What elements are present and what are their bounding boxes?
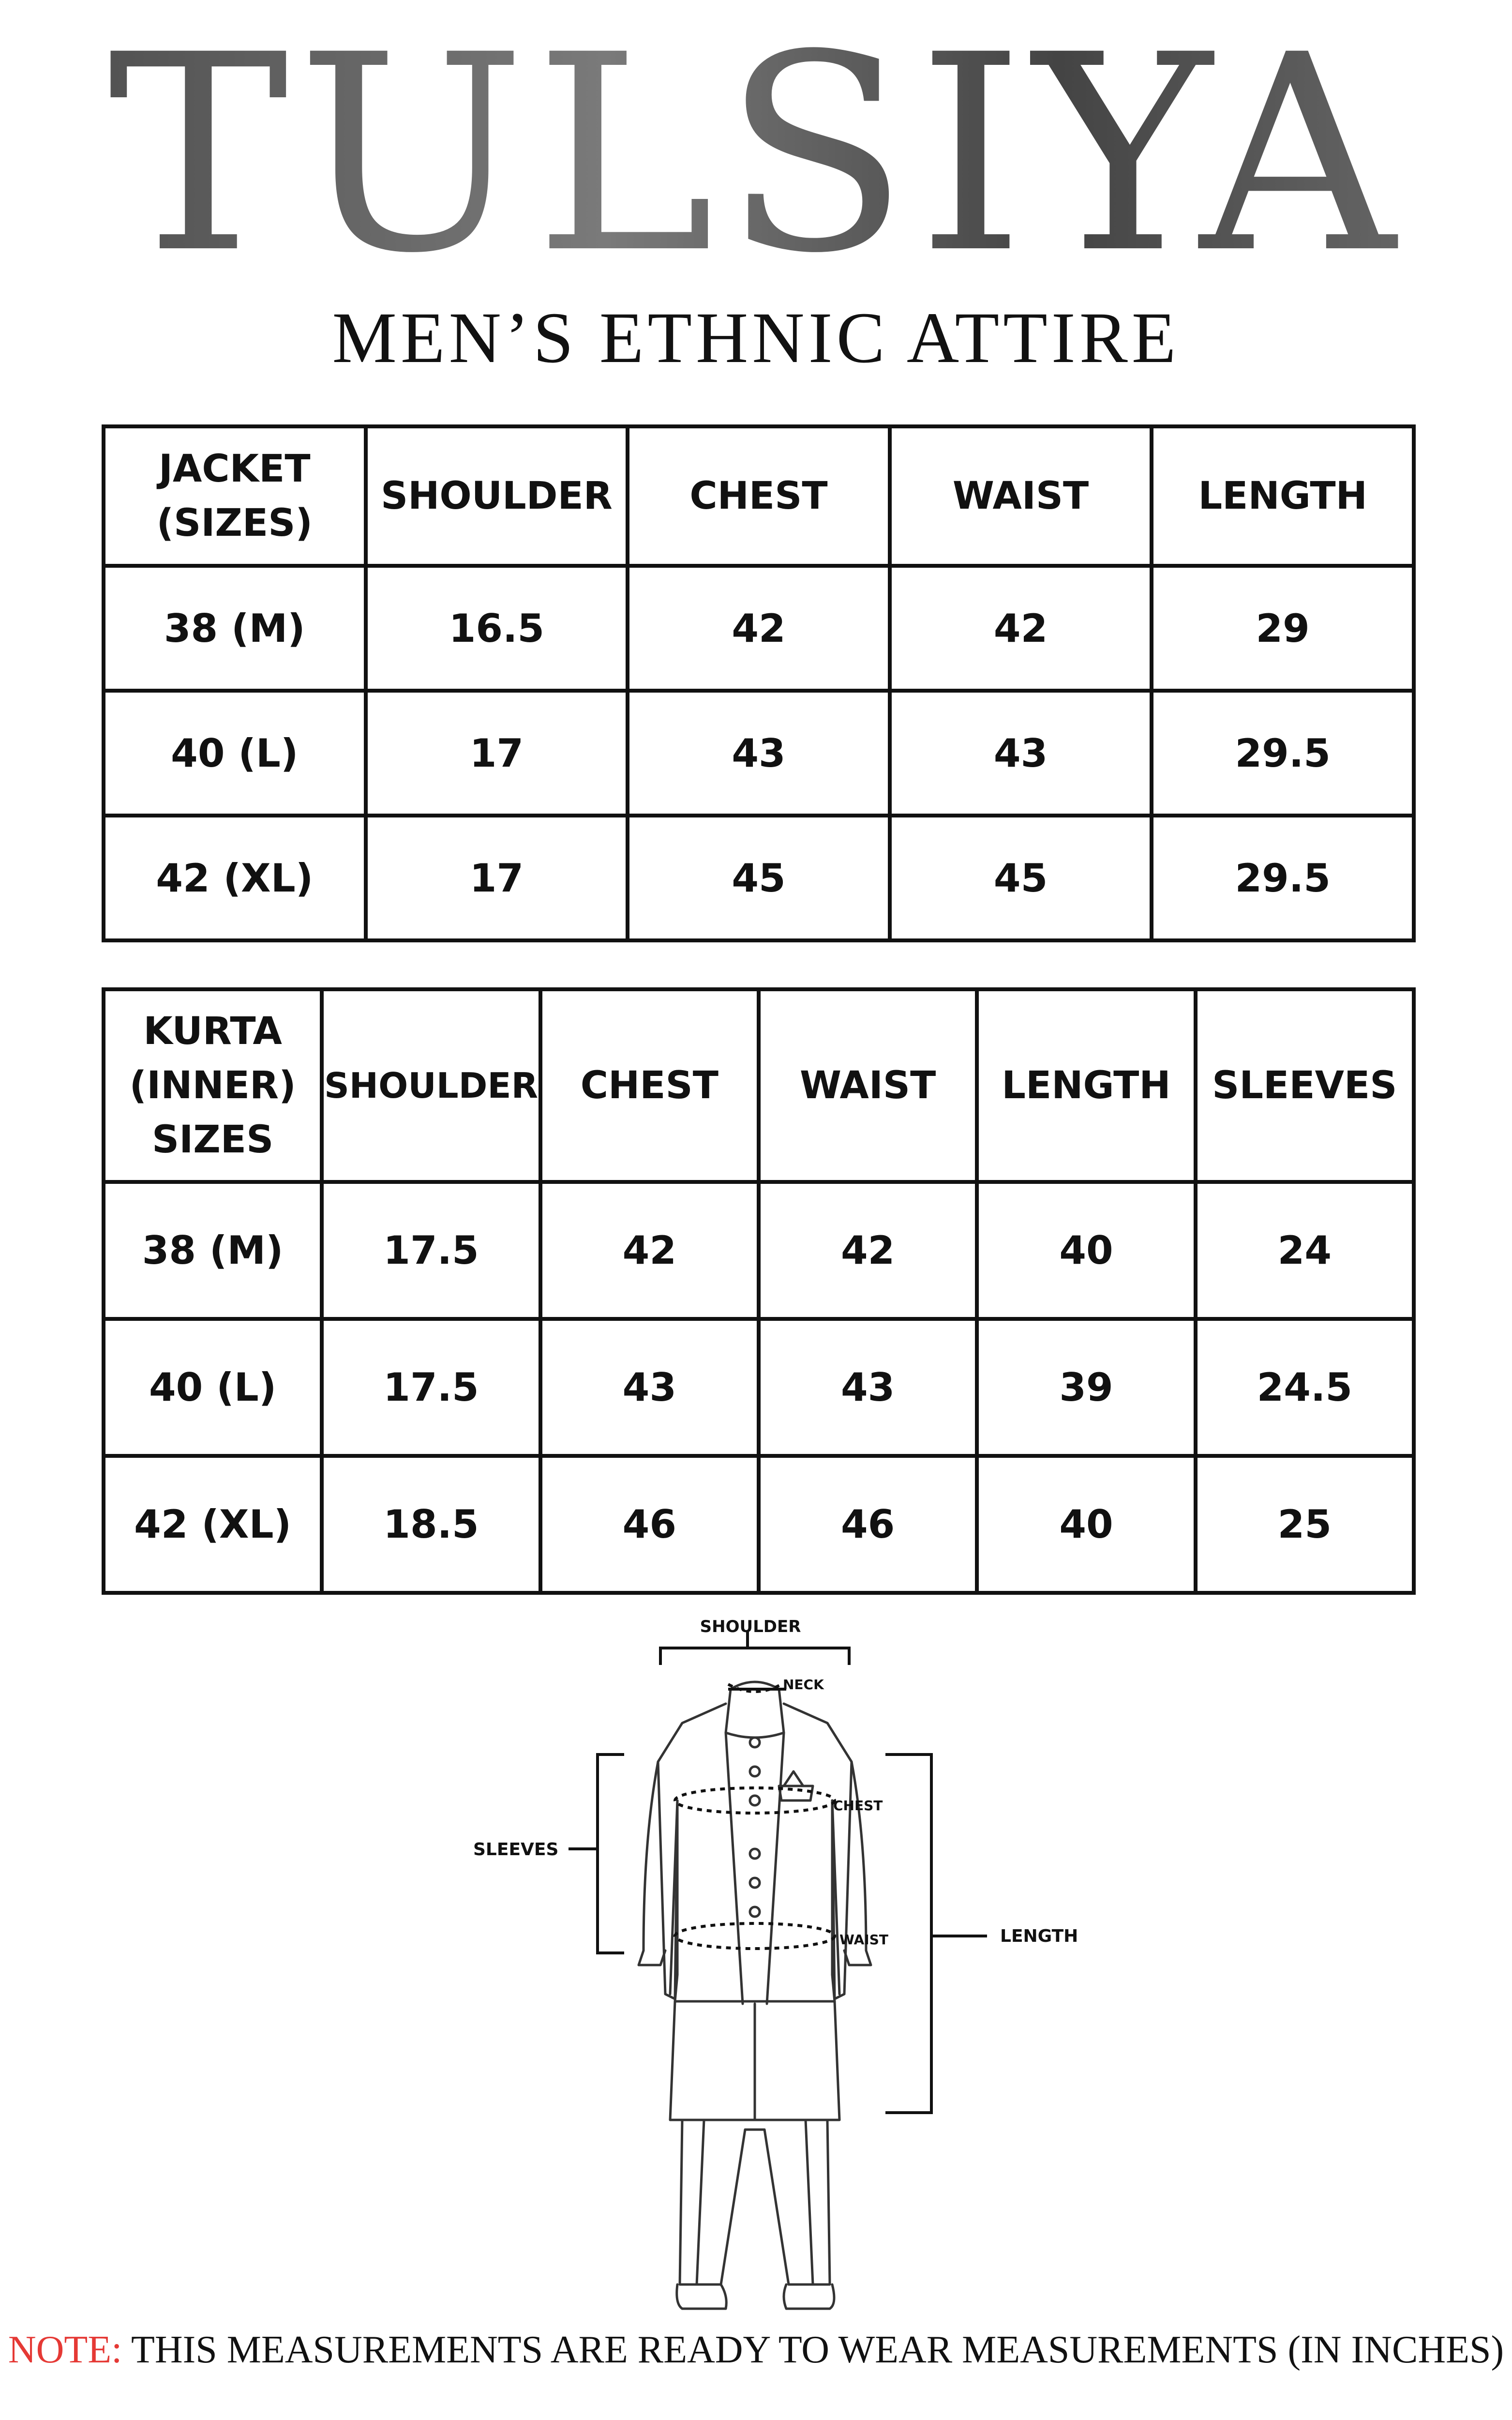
table-header-cell: CHEST (540, 989, 759, 1182)
table-cell: 17 (366, 816, 628, 940)
table-header-cell: LENGTH (1152, 426, 1414, 566)
table-header-cell: SHOULDER (366, 426, 628, 566)
table-cell: 16.5 (366, 566, 628, 691)
table-cell: 38 (M) (104, 1182, 322, 1319)
table-cell: 25 (1196, 1456, 1414, 1593)
table-row (104, 816, 1414, 940)
table-header-cell: KURTA (INNER) SIZES (104, 989, 322, 1182)
table-cell: 18.5 (322, 1456, 540, 1593)
note-label: NOTE: (8, 2329, 122, 2371)
table-header-cell: WAIST (759, 989, 977, 1182)
table-header-cell: SLEEVES (1196, 989, 1414, 1182)
table-cell: 43 (759, 1319, 977, 1456)
table-header-cell: JACKET (SIZES) (104, 426, 366, 566)
table-header-cell: WAIST (890, 426, 1152, 566)
table-row (104, 1182, 1414, 1319)
length-label: LENGTH (1000, 1926, 1078, 1946)
table-cell: 29 (1152, 566, 1414, 691)
note-text: THIS MEASUREMENTS ARE READY TO WEAR MEASUREMENTS (IN INCHES) (131, 2329, 1504, 2371)
table-cell: 42 (890, 566, 1152, 691)
table-cell: 42 (540, 1182, 759, 1319)
table-cell: 17.5 (322, 1182, 540, 1319)
table-cell: 45 (628, 816, 890, 940)
jacket-size-table (102, 424, 1416, 942)
table-cell: 38 (M) (104, 566, 366, 691)
table-cell: 29.5 (1152, 816, 1414, 940)
chest-label: CHEST (833, 1798, 883, 1814)
table-cell: 40 (977, 1456, 1195, 1593)
chest-waist-line-icon (675, 1684, 835, 1949)
table-header-cell: CHEST (628, 426, 890, 566)
table-row (104, 1319, 1414, 1456)
garment-outline-icon (639, 1682, 871, 2309)
waist-label: WAIST (839, 1932, 888, 1948)
table-cell: 40 (977, 1182, 1195, 1319)
table-cell: 24 (1196, 1182, 1414, 1319)
table-header-row (104, 989, 1414, 1182)
table-row (104, 1456, 1414, 1593)
table-cell: 40 (L) (104, 691, 366, 816)
table-cell: 43 (628, 691, 890, 816)
table-cell: 46 (759, 1456, 977, 1593)
table-row (104, 691, 1414, 816)
button-dots-icon (750, 1738, 760, 1917)
table-header-cell: LENGTH (977, 989, 1195, 1182)
table-cell: 42 (628, 566, 890, 691)
table-cell: 42 (759, 1182, 977, 1319)
brand-tagline: MEN’S ETHNIC ATTIRE (332, 298, 1180, 378)
table-cell: 46 (540, 1456, 759, 1593)
table-cell: 42 (XL) (104, 1456, 322, 1593)
kurta-size-table (102, 987, 1416, 1595)
measurement-guide-icon (569, 1631, 987, 2113)
table-cell: 42 (XL) (104, 816, 366, 940)
table-cell: 43 (540, 1319, 759, 1456)
table-cell: 24.5 (1196, 1319, 1414, 1456)
table-header-cell: SHOULDER (322, 989, 540, 1182)
table-cell: 45 (890, 816, 1152, 940)
table-cell: 29.5 (1152, 691, 1414, 816)
table-cell: 17 (366, 691, 628, 816)
measurement-note (0, 2328, 1512, 2372)
sleeves-label: SLEEVES (473, 1840, 559, 1860)
neck-label: NECK (783, 1677, 824, 1693)
table-row (104, 566, 1414, 691)
table-header-row (104, 426, 1414, 566)
table-cell: 40 (L) (104, 1319, 322, 1456)
brand-logo: TULSIYA (0, 29, 1512, 281)
table-cell: 43 (890, 691, 1152, 816)
table-cell: 17.5 (322, 1319, 540, 1456)
table-cell: 39 (977, 1319, 1195, 1456)
shoulder-label: SHOULDER (700, 1617, 801, 1636)
